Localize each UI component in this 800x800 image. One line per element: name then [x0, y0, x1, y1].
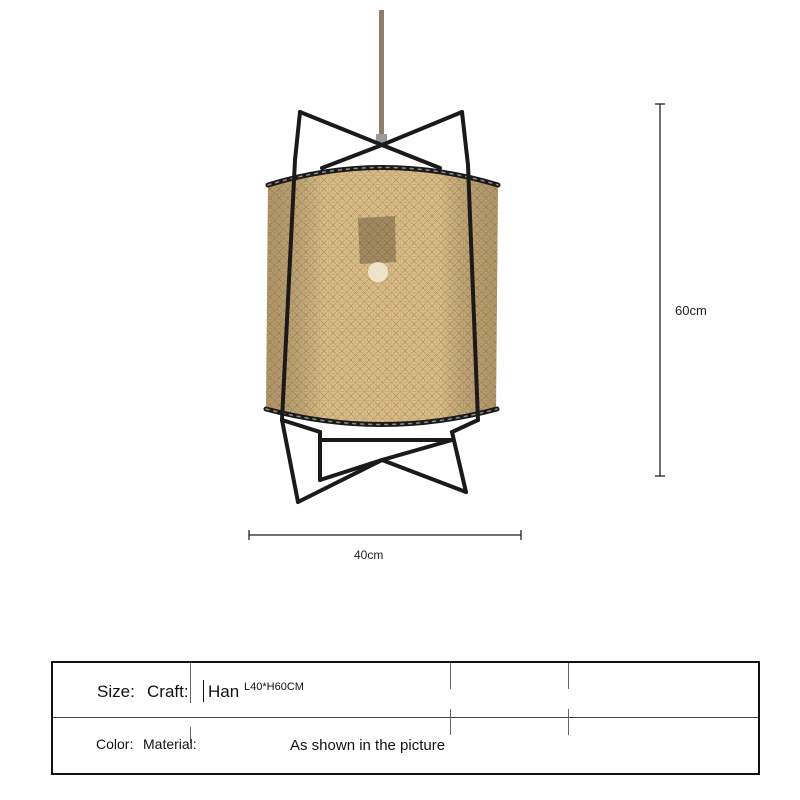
table-column-divider: [568, 709, 569, 735]
color-label: Color:: [96, 736, 134, 752]
hanging-cord: [376, 10, 387, 144]
material-label: Material:: [143, 736, 197, 752]
craft-label: Craft:: [147, 682, 189, 701]
specification-table: [51, 661, 760, 775]
bottom-metal-frame: [282, 420, 478, 502]
height-dimension-line: [655, 104, 665, 476]
table-column-divider: [568, 663, 569, 689]
color-value: As shown in the picture: [290, 737, 446, 754]
size-label: Size:: [97, 682, 135, 701]
table-column-divider: [450, 663, 451, 689]
height-dimension-label: 60cm: [675, 303, 707, 318]
craft-divider-bar: [203, 680, 204, 702]
size-value: L40*H60CM: [244, 681, 304, 693]
craft-value: Han: [208, 682, 240, 701]
width-dimension-label: 40cm: [354, 548, 384, 562]
table-row-divider: [53, 717, 758, 718]
table-column-divider: [450, 709, 451, 735]
width-dimension-line: [249, 530, 521, 540]
table-column-divider: [190, 663, 191, 703]
rattan-shade: [266, 167, 498, 426]
